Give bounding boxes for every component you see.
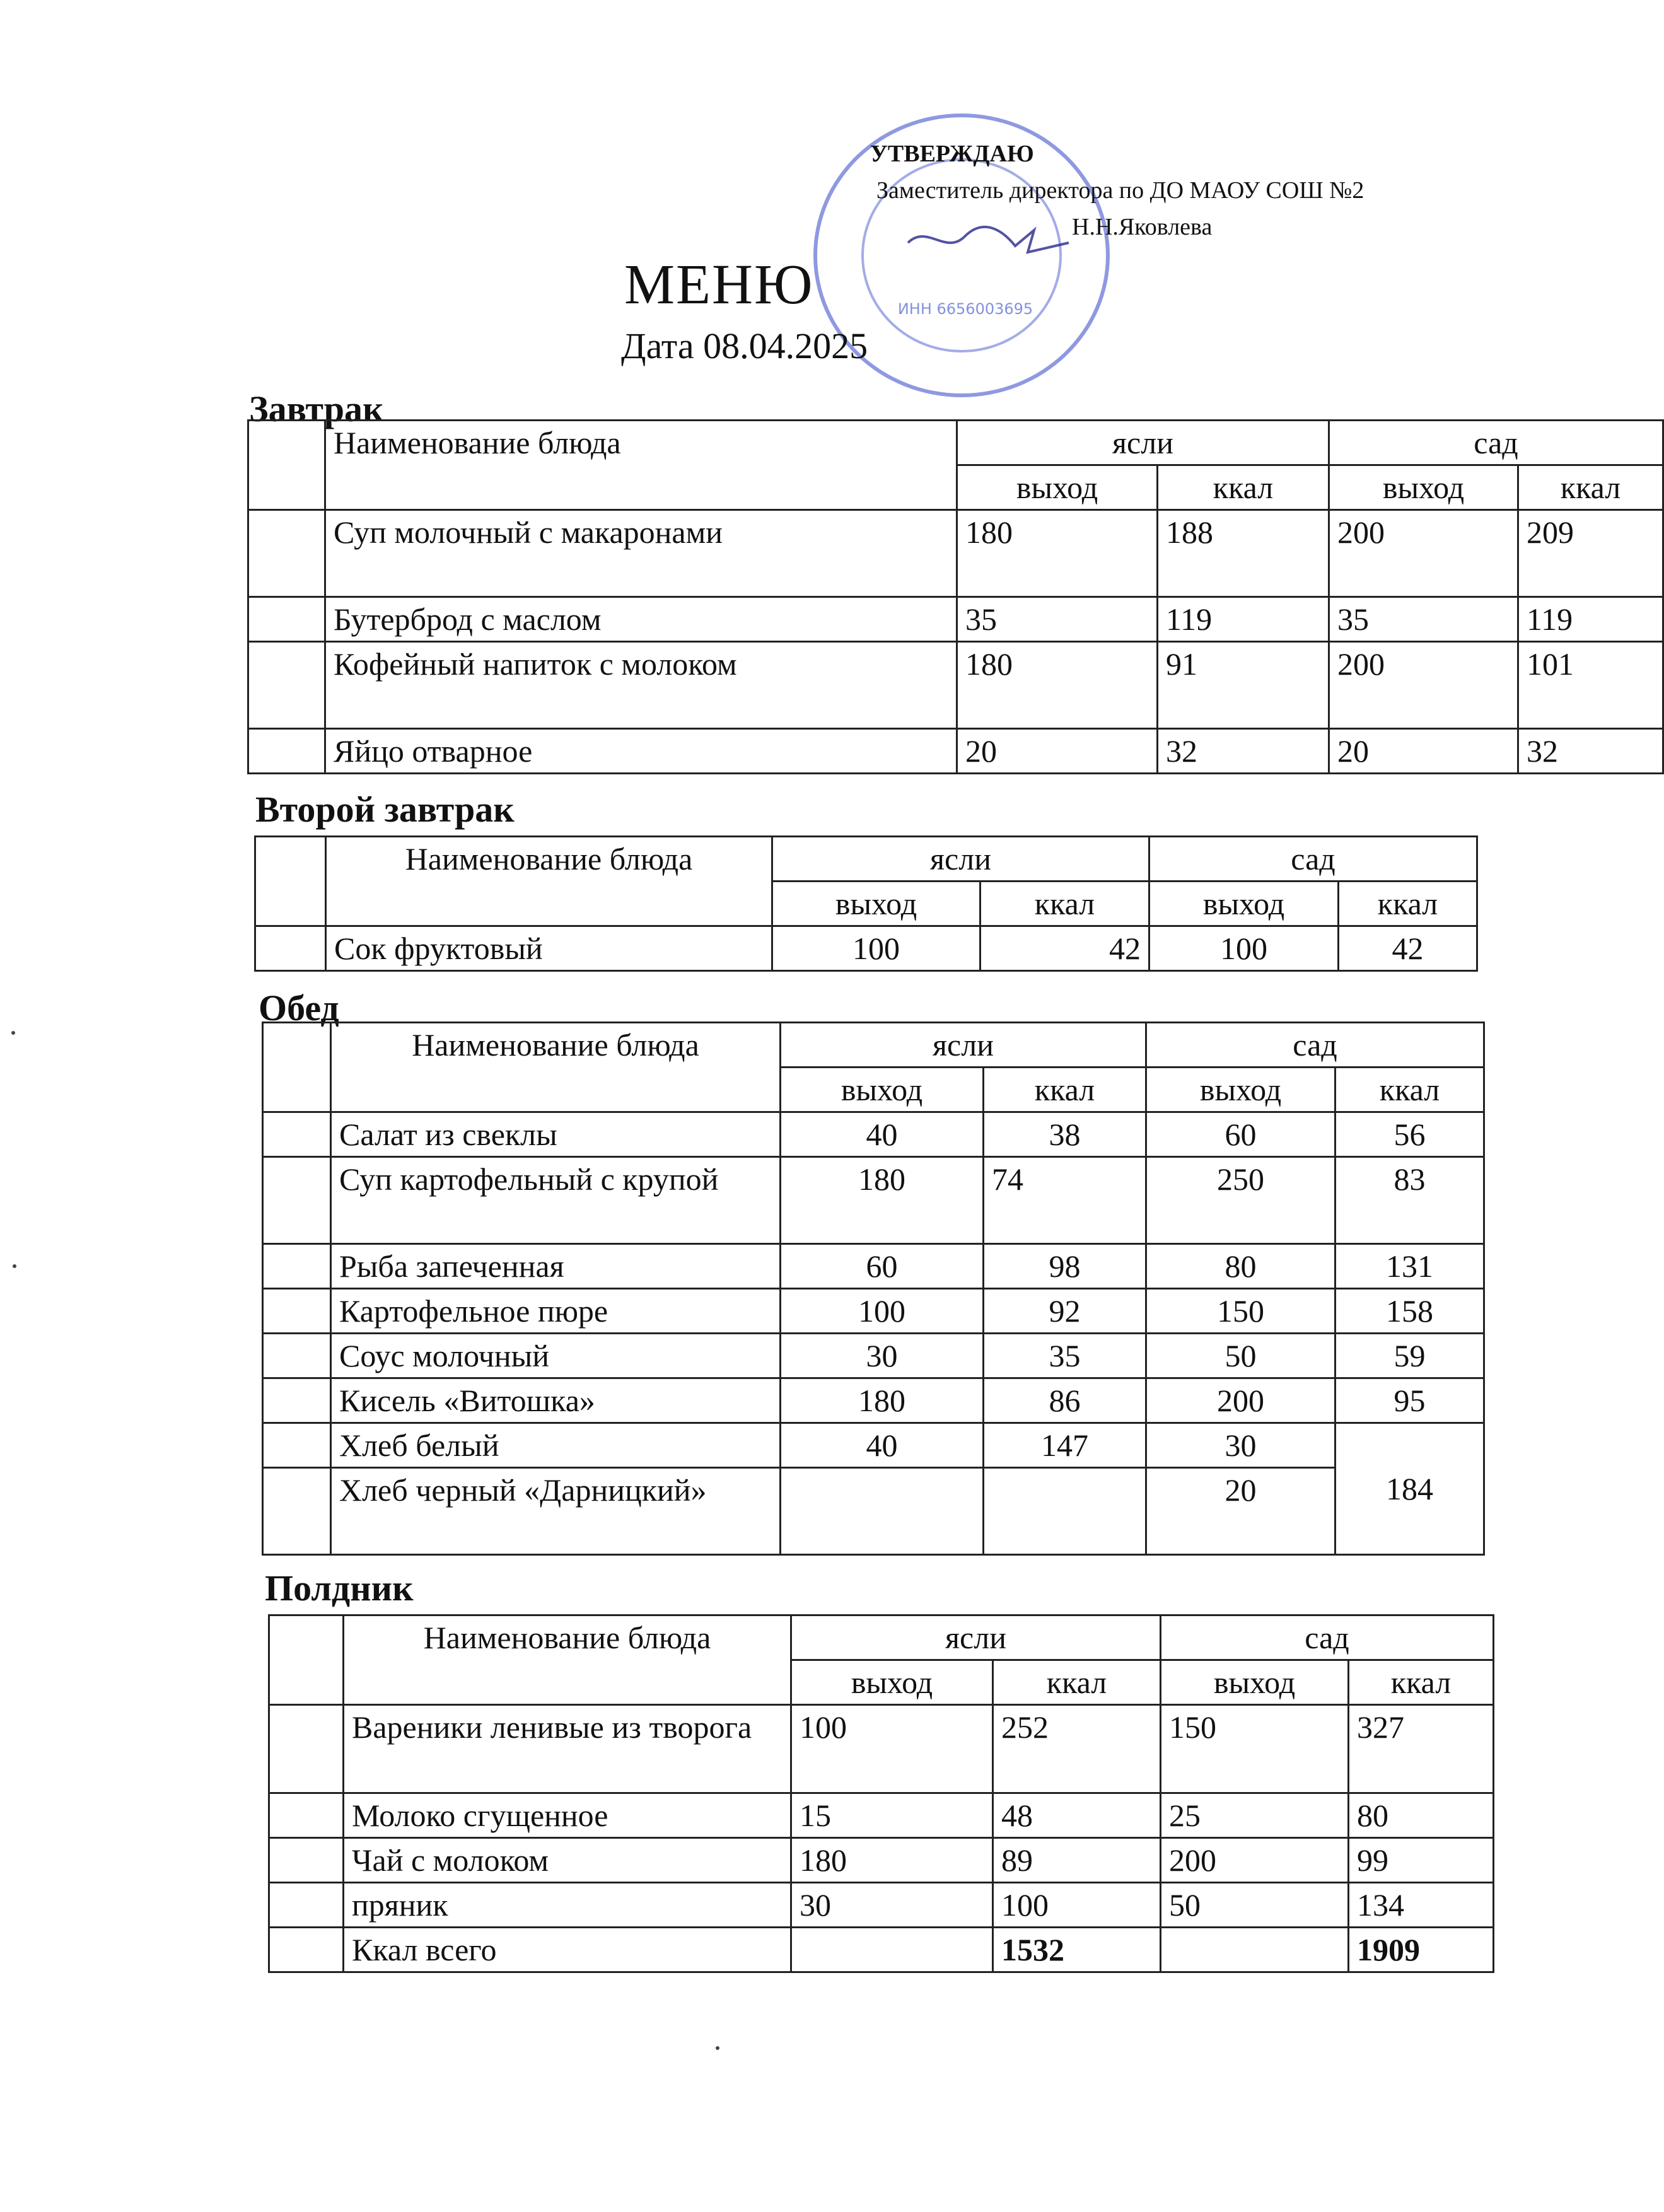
nursery-kcal: 119 xyxy=(1158,597,1329,642)
nursery-kcal: 252 xyxy=(993,1705,1161,1793)
nursery-output xyxy=(781,1468,984,1555)
kindergarten-output: 150 xyxy=(1146,1289,1335,1334)
kindergarten-output: 50 xyxy=(1161,1883,1349,1928)
nursery-kcal: 35 xyxy=(984,1334,1146,1378)
nursery-kcal: 98 xyxy=(984,1244,1146,1289)
dish-name: Чай с молоком xyxy=(344,1838,791,1883)
header-nursery: ясли xyxy=(957,421,1329,465)
approval-role: Заместитель директора по ДО МАОУ СОШ №2 xyxy=(876,177,1364,204)
nursery-kcal: 92 xyxy=(984,1289,1146,1334)
header-kindergarten: сад xyxy=(1329,421,1663,465)
nursery-output: 60 xyxy=(781,1244,984,1289)
kindergarten-kcal: 101 xyxy=(1518,642,1663,729)
kindergarten-bread-kcal: 184 xyxy=(1335,1423,1484,1555)
section-title-second-breakfast: Второй завтрак xyxy=(255,789,515,830)
kindergarten-output: 200 xyxy=(1161,1838,1349,1883)
header-nursery: ясли xyxy=(791,1615,1161,1660)
kindergarten-total-kcal: 1909 xyxy=(1349,1928,1494,1972)
stamp-inn-text: ИНН 6656003695 xyxy=(897,300,1033,318)
table-row xyxy=(248,510,1663,597)
approval-name: Н.Н.Яковлева xyxy=(1072,214,1213,240)
kindergarten-kcal: 59 xyxy=(1335,1334,1484,1378)
total-row xyxy=(269,1928,1494,1972)
header-kindergarten-output: выход xyxy=(1329,465,1518,510)
table-row xyxy=(248,729,1663,774)
snack-table xyxy=(268,1614,1494,1973)
kindergarten-output: 100 xyxy=(1149,926,1339,971)
dish-name: Рыба запеченная xyxy=(331,1244,781,1289)
header-nursery-kcal: ккал xyxy=(980,882,1149,926)
nursery-kcal: 32 xyxy=(1158,729,1329,774)
header-nursery-output: выход xyxy=(791,1660,993,1705)
header-dish-name: Наименование блюда xyxy=(326,837,772,926)
kindergarten-kcal: 131 xyxy=(1335,1244,1484,1289)
nursery-output: 15 xyxy=(791,1793,993,1838)
table-row xyxy=(263,1334,1484,1378)
scan-speck xyxy=(13,1264,16,1268)
table-row xyxy=(269,1883,1494,1928)
kindergarten-output: 200 xyxy=(1329,642,1518,729)
table-row xyxy=(263,1378,1484,1423)
breakfast-table xyxy=(247,419,1664,774)
table-row xyxy=(263,1423,1484,1468)
kindergarten-kcal: 83 xyxy=(1335,1157,1484,1244)
nursery-output: 180 xyxy=(781,1157,984,1244)
header-kindergarten-kcal: ккал xyxy=(1349,1660,1494,1705)
header-dish-name: Наименование блюда xyxy=(325,421,957,510)
header-nursery-kcal: ккал xyxy=(984,1068,1146,1112)
kindergarten-kcal: 32 xyxy=(1518,729,1663,774)
dish-name: Кисель «Витошка» xyxy=(331,1378,781,1423)
dish-name: Яйцо отварное xyxy=(325,729,957,774)
document-title: МЕНЮ xyxy=(624,253,814,316)
nursery-kcal: 147 xyxy=(984,1423,1146,1468)
approval-block xyxy=(870,136,1364,245)
dish-name: Бутерброд с маслом xyxy=(325,597,957,642)
nursery-kcal: 42 xyxy=(980,926,1149,971)
dish-name: пряник xyxy=(344,1883,791,1928)
nursery-output: 30 xyxy=(791,1883,993,1928)
kindergarten-output: 20 xyxy=(1329,729,1518,774)
nursery-output: 180 xyxy=(957,642,1158,729)
kindergarten-kcal: 56 xyxy=(1335,1112,1484,1157)
kindergarten-kcal: 80 xyxy=(1349,1793,1494,1838)
second-breakfast-table xyxy=(254,835,1478,972)
header-kindergarten: сад xyxy=(1146,1023,1484,1068)
nursery-kcal: 48 xyxy=(993,1793,1161,1838)
table-row xyxy=(269,1838,1494,1883)
total-label: Ккал всего xyxy=(344,1928,791,1972)
header-dish-name: Наименование блюда xyxy=(344,1615,791,1705)
table-row xyxy=(269,1705,1494,1793)
scan-speck xyxy=(11,1031,15,1035)
kindergarten-output: 150 xyxy=(1161,1705,1349,1793)
kindergarten-output: 35 xyxy=(1329,597,1518,642)
header-kindergarten-output: выход xyxy=(1161,1660,1349,1705)
nursery-kcal: 38 xyxy=(984,1112,1146,1157)
nursery-output: 180 xyxy=(791,1838,993,1883)
header-nursery-kcal: ккал xyxy=(1158,465,1329,510)
header-dish-name: Наименование блюда xyxy=(331,1023,781,1112)
table-row xyxy=(263,1244,1484,1289)
table-row xyxy=(263,1112,1484,1157)
header-nursery-output: выход xyxy=(772,882,980,926)
dish-name: Салат из свеклы xyxy=(331,1112,781,1157)
nursery-kcal: 86 xyxy=(984,1378,1146,1423)
nursery-output: 100 xyxy=(772,926,980,971)
header-kindergarten-output: выход xyxy=(1146,1068,1335,1112)
table-row xyxy=(269,1793,1494,1838)
table-row xyxy=(263,1468,1484,1555)
dish-name: Сок фруктовый xyxy=(326,926,772,971)
header-kindergarten: сад xyxy=(1149,837,1477,882)
header-kindergarten-kcal: ккал xyxy=(1518,465,1663,510)
section-title-snack: Полдник xyxy=(265,1568,414,1609)
table-row xyxy=(255,926,1477,971)
kindergarten-output: 250 xyxy=(1146,1157,1335,1244)
kindergarten-kcal: 209 xyxy=(1518,510,1663,597)
kindergarten-kcal: 95 xyxy=(1335,1378,1484,1423)
nursery-kcal: 91 xyxy=(1158,642,1329,729)
document-date: Дата 08.04.2025 xyxy=(621,325,868,366)
nursery-kcal: 188 xyxy=(1158,510,1329,597)
kindergarten-output: 50 xyxy=(1146,1334,1335,1378)
section-title-lunch: Обед xyxy=(259,987,339,1028)
dish-name: Хлеб черный «Дарницкий» xyxy=(331,1468,781,1555)
approval-title: УТВЕРЖДАЮ xyxy=(870,141,1034,167)
kindergarten-output: 200 xyxy=(1146,1378,1335,1423)
header-nursery: ясли xyxy=(772,837,1149,882)
table-row xyxy=(248,597,1663,642)
header-nursery-output: выход xyxy=(781,1068,984,1112)
kindergarten-output: 30 xyxy=(1146,1423,1335,1468)
kindergarten-kcal: 134 xyxy=(1349,1883,1494,1928)
header-nursery-output: выход xyxy=(957,465,1158,510)
dish-name: Суп молочный с макаронами xyxy=(325,510,957,597)
header-kindergarten: сад xyxy=(1161,1615,1494,1660)
dish-name: Молоко сгущенное xyxy=(344,1793,791,1838)
nursery-output: 30 xyxy=(781,1334,984,1378)
table-row xyxy=(263,1289,1484,1334)
nursery-output: 180 xyxy=(781,1378,984,1423)
kindergarten-kcal: 119 xyxy=(1518,597,1663,642)
dish-name: Хлеб белый xyxy=(331,1423,781,1468)
header-kindergarten-output: выход xyxy=(1149,882,1339,926)
lunch-table xyxy=(262,1022,1485,1556)
nursery-output: 40 xyxy=(781,1423,984,1468)
table-row xyxy=(248,642,1663,729)
kindergarten-kcal: 327 xyxy=(1349,1705,1494,1793)
nursery-total-kcal: 1532 xyxy=(993,1928,1161,1972)
kindergarten-kcal: 158 xyxy=(1335,1289,1484,1334)
header-nursery: ясли xyxy=(781,1023,1146,1068)
nursery-output: 100 xyxy=(791,1705,993,1793)
header-kindergarten-kcal: ккал xyxy=(1339,882,1477,926)
nursery-kcal: 89 xyxy=(993,1838,1161,1883)
header-nursery-kcal: ккал xyxy=(993,1660,1161,1705)
table-row xyxy=(263,1157,1484,1244)
dish-name: Картофельное пюре xyxy=(331,1289,781,1334)
nursery-output: 20 xyxy=(957,729,1158,774)
dish-name: Вареники ленивые из творога xyxy=(344,1705,791,1793)
kindergarten-output: 20 xyxy=(1146,1468,1335,1555)
nursery-output: 180 xyxy=(957,510,1158,597)
kindergarten-output: 25 xyxy=(1161,1793,1349,1838)
nursery-output: 40 xyxy=(781,1112,984,1157)
kindergarten-output: 60 xyxy=(1146,1112,1335,1157)
header-kindergarten-kcal: ккал xyxy=(1335,1068,1484,1112)
nursery-output: 100 xyxy=(781,1289,984,1334)
nursery-output: 35 xyxy=(957,597,1158,642)
nursery-kcal: 74 xyxy=(984,1157,1146,1244)
scan-speck xyxy=(716,2046,719,2050)
kindergarten-output: 200 xyxy=(1329,510,1518,597)
dish-name: Кофейный напиток с молоком xyxy=(325,642,957,729)
nursery-kcal xyxy=(984,1468,1146,1555)
kindergarten-kcal: 42 xyxy=(1339,926,1477,971)
kindergarten-output: 80 xyxy=(1146,1244,1335,1289)
kindergarten-kcal: 99 xyxy=(1349,1838,1494,1883)
dish-name: Суп картофельный с крупой xyxy=(331,1157,781,1244)
dish-name: Соус молочный xyxy=(331,1334,781,1378)
section-title-breakfast: Завтрак xyxy=(249,388,384,429)
nursery-kcal: 100 xyxy=(993,1883,1161,1928)
